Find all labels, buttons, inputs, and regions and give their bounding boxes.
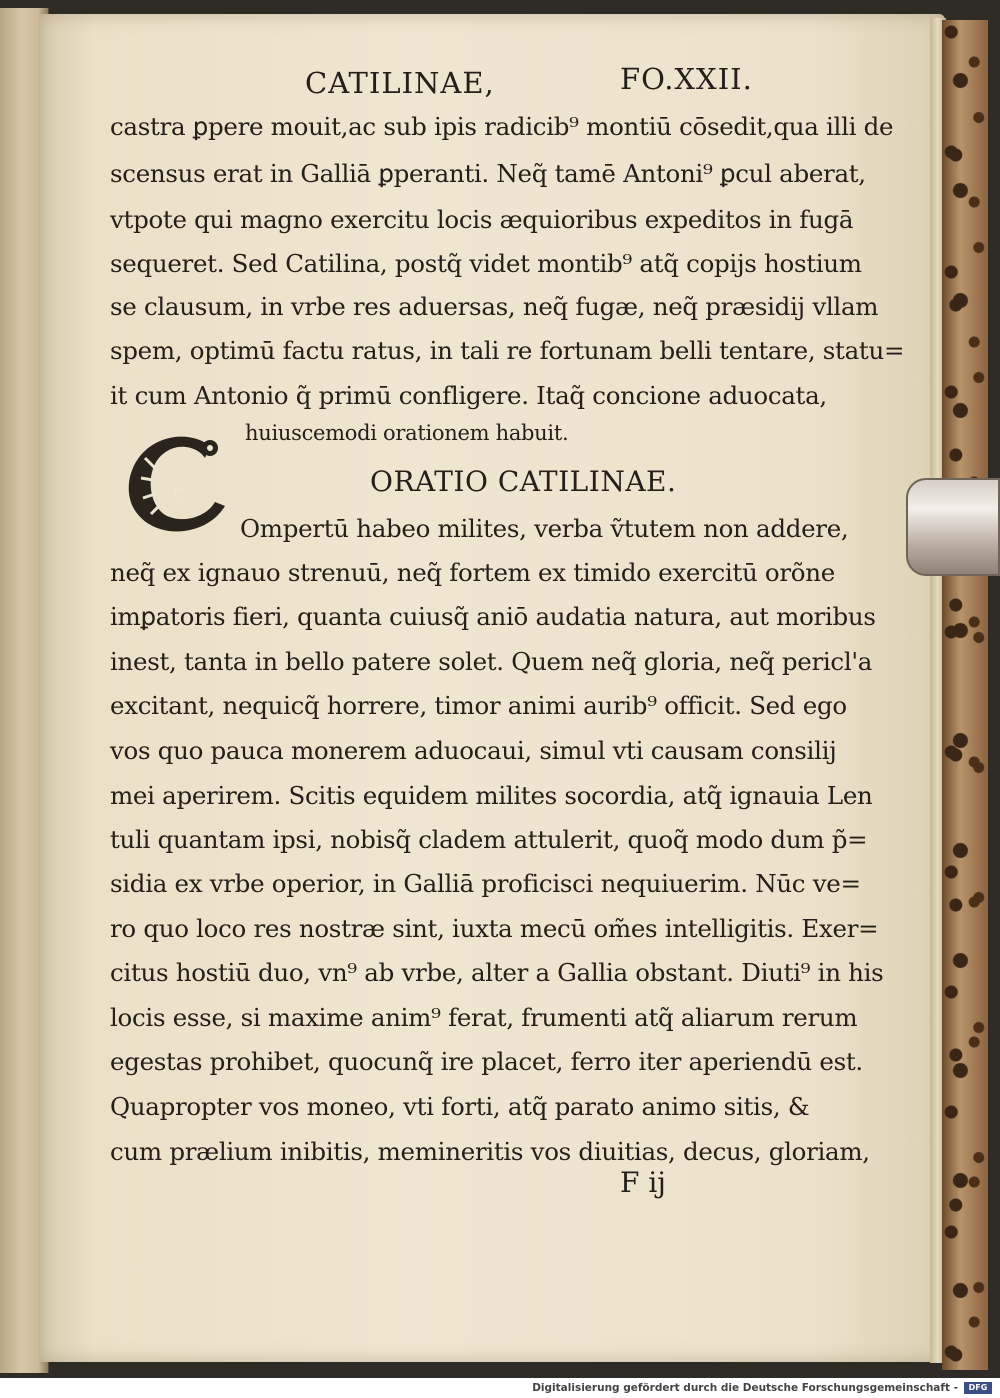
text-line: huiuscemodi orationem habuit. xyxy=(245,421,569,445)
text-line: Quapropter vos moneo, vti forti, atq̃ parato animo sitis, & xyxy=(110,1092,810,1121)
signature-mark: F ij xyxy=(620,1166,666,1199)
text-line: se clausum, in vrbe res aduersas, neq̃ fugæ, neq̃ præsidij vllam xyxy=(110,292,879,321)
text-line: it cum Antonio q̃ primū confligere. Itaq̃ concione aduocata, xyxy=(110,381,827,410)
dfg-logo-icon: DFG xyxy=(964,1382,992,1394)
text-line: imꝑatoris fieri, quanta cuiusq̃ aniō audatia natura, aut moribus xyxy=(110,602,876,631)
text-line: neq̃ ex ignauo strenuū, neq̃ fortem ex timido exercitū orõne xyxy=(110,558,835,587)
text-line: locis esse, si maxime anim⁹ ferat, frumenti atq̃ aliarum rerum xyxy=(110,1003,858,1032)
text-line: mei aperirem. Scitis equidem milites socordia, atq̃ ignauia Len xyxy=(110,781,873,810)
text-line: citus hostiū duo, vn⁹ ab vrbe, alter a Gallia obstant. Diuti⁹ in his xyxy=(110,958,884,987)
marbled-cover xyxy=(942,20,988,1370)
running-title: CATILINAE, xyxy=(305,66,495,100)
text-line: castra ꝑpere mouit,ac sub ipis radicib⁹ montiū cōsedit,qua illi de xyxy=(110,112,894,141)
text-line: sidia ex vrbe operior, in Galliā proficisci nequiuerim. Nūc ve= xyxy=(110,869,861,898)
funding-credit: Digitalisierung gefördert durch die Deutsche Forschungsgemeinschaft - xyxy=(532,1382,958,1394)
text-line: vos quo pauca monerem aduocaui, simul vti causam consilij xyxy=(110,736,837,765)
text-line: spem, optimū factu ratus, in tali re fortunam belli tentare, statu= xyxy=(110,336,905,365)
folio-number: FO.XXII. xyxy=(620,62,753,96)
page-clip xyxy=(906,478,1000,576)
decorated-initial-icon xyxy=(115,428,243,538)
text-line: tuli quantam ipsi, nobisq̃ cladem attulerit, quoq̃ modo dum p̃= xyxy=(110,825,868,854)
text-line: egestas prohibet, quocunq̃ ire placet, ferro iter aperiendū est. xyxy=(110,1047,863,1076)
text-line: cum prælium inibitis, memineritis vos diuitias, decus, gloriam, xyxy=(110,1137,870,1166)
initial-letter: C xyxy=(172,485,186,504)
text-line: inest, tanta in bello patere solet. Quem neq̃ gloria, neq̃ pericl'a xyxy=(110,647,873,676)
text-line: excitant, nequicq̃ horrere, timor animi aurib⁹ officit. Sed ego xyxy=(110,691,847,720)
text-line: sequeret. Sed Catilina, postq̃ videt montib⁹ atq̃ copijs hostium xyxy=(110,249,862,278)
section-heading: ORATIO CATILINAE. xyxy=(370,465,677,498)
text-line: scensus erat in Galliā ꝑperanti. Neq̃ tamē Antoni⁹ ꝑcul aberat, xyxy=(110,159,866,188)
text-line: vtpote qui magno exercitu locis æquioribus expeditos in fugā xyxy=(110,205,854,234)
text-line: Ompertū habeo milites, verba ṽtutem non addere, xyxy=(240,514,849,543)
text-line: ro quo loco res nostræ sint, iuxta mecū om̃es intelligitis. Exer= xyxy=(110,914,879,943)
